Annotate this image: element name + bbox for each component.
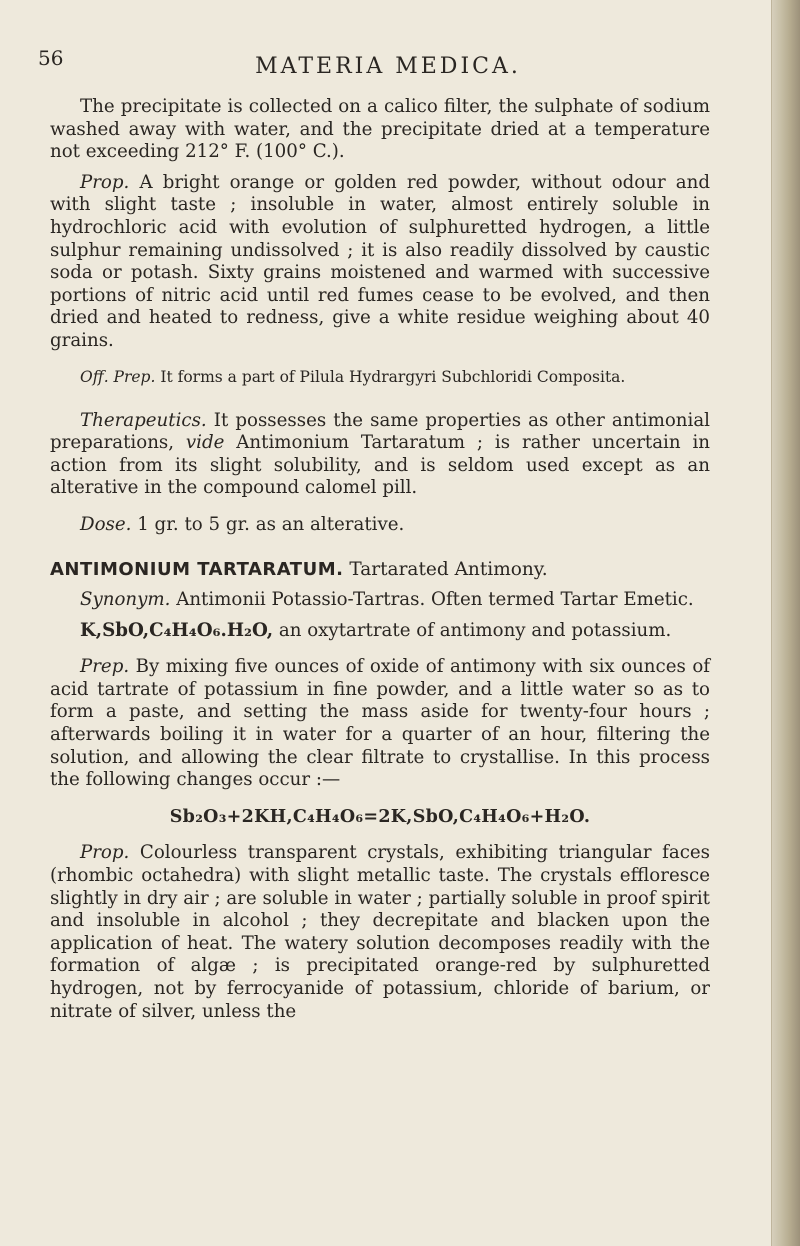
page-header — [38, 46, 738, 82]
section-heading-latin: ANTIMONIUM TARTARATUM. — [50, 558, 344, 580]
synonym-label: Synonym. — [80, 589, 171, 611]
paragraph-official-preparation — [50, 367, 710, 388]
formula-description: an oxytartrate of antimony and potassium. — [273, 619, 672, 641]
prop2-text: Colourless transparent crystals, exhibiting triangular faces (rhombic octahedra) with slight metallic taste. The crystals effloresce slightly in dry air ; are soluble in water ; partially soluble in proof spirit and insoluble in alcohol ; they decrepitate and blacken upon the application of heat. The watery solution decomposes readily with the formation of algæ ; is precipitated orange-red by sulphuretted hydrogen, not by ferrocyanide of potassium, chloride of barium, or nitrate of silver, unless the — [50, 842, 710, 1022]
reaction-equation: Sb₂O₃+2KH,C₄H₄O₆=2K,SbO,C₄H₄O₆+H₂O. — [169, 806, 591, 827]
off-prep-label: Off. Prep. — [80, 367, 156, 386]
prep-label: Prep. — [80, 656, 130, 678]
paragraph-text: The precipitate is collected on a calico filter, the sulphate of sodium washed away with water, and the precipitate dried at a temperature not exceeding 212° F. (100° C.). — [50, 96, 710, 163]
paragraph-properties — [50, 172, 710, 353]
therapeutics-label: Therapeutics. — [80, 409, 207, 431]
synonym-text: Antimonii Potassio-Tartras. Often termed Tartar Emetic. — [170, 589, 694, 611]
chemical-formula: K,SbO,C₄H₄O₆.H₂O, — [80, 619, 274, 641]
page-number: 56 — [38, 46, 64, 70]
section-heading-english: Tartarated Antimony. — [343, 558, 548, 580]
therapeutics-vide: vide — [185, 432, 225, 454]
paragraph-therapeutics — [50, 410, 710, 500]
paragraph-precipitate — [50, 96, 710, 164]
page-binding-edge — [771, 0, 800, 1246]
dose-text: 1 gr. to 5 gr. as an alterative. — [131, 513, 405, 535]
prop-text: A bright orange or golden red powder, without odour and with slight taste ; insoluble in water, almost entirely soluble in hydrochloric acid with evolution of sulphuretted hydrogen, a little sulphur remaining undissolved ; it is also readily dissolved by caustic soda or potash. Sixty grains moistened and warmed with successive portions of nitric acid until red fumes cease to be evolved, and then dried and heated to redness, give a white residue weighing about 40 grains. — [50, 171, 710, 351]
paragraph-dose — [50, 514, 710, 537]
prop-label: Prop. — [80, 171, 130, 193]
paragraph-formula — [50, 620, 710, 643]
off-prep-text: It forms a part of Pilula Hydrargyri Subchloridi Composita. — [155, 367, 626, 386]
running-title: MATERIA MEDICA. — [255, 54, 521, 79]
section-heading — [50, 559, 710, 582]
therapeutics-text: It possesses the same properties as other antimonial preparations, — [50, 409, 710, 454]
prop2-label: Prop. — [80, 842, 130, 864]
paragraph-properties-tartarated — [50, 842, 710, 1023]
therapeutics-text-cont: Antimonium Tartaratum ; is rather uncertain in action from its slight solubility, and is seldom used except as an alterative in the compound calomel pill. — [50, 432, 710, 499]
paragraph-preparation — [50, 656, 710, 792]
body-text — [50, 96, 710, 1023]
prep-text: By mixing five ounces of oxide of antimony with six ounces of acid tartrate of potassium in fine powder, and a little water so as to form a paste, and setting the mass aside for twenty-four hours ; afterwards boiling it in water for a quarter of an hour, filtering the solution, and allowing the clear filtrate to crystallise. In this process the following changes occur :— — [50, 656, 710, 791]
dose-label: Dose. — [80, 513, 132, 535]
paragraph-synonym — [50, 589, 710, 612]
